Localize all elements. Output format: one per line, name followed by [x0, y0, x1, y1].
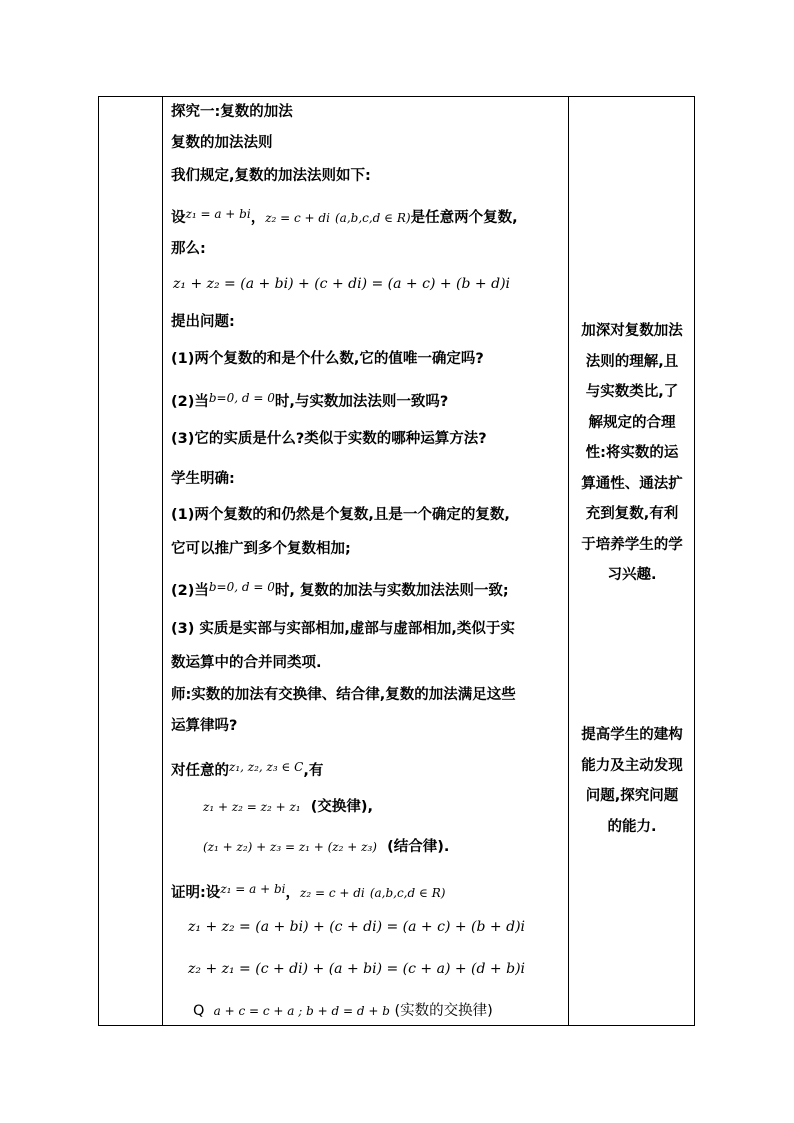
section-heading: 探究一:复数的加法 [171, 104, 293, 120]
answer-3-cont: 数运算中的合并同类项. [171, 655, 322, 671]
subheading: 复数的加法法则 [171, 135, 273, 151]
answer-3: (3) 实质是实部与实部相加,虚部与虚部相加,类似于实 [171, 621, 515, 637]
proof-line: 证明:设$^{z_1 = a + bi}$，z₂ = c + di (a,b,c,d ∈ R) [171, 882, 446, 901]
arbitrary-line: 对任意的$^{z_1, z_2, z_3 \in C}$,有 [171, 760, 324, 779]
therefore-glyph: Q [193, 1003, 205, 1019]
question-1: (1)两个复数的和是个什么数,它的值唯一确定吗? [171, 351, 484, 367]
text-line: 学生明确: [171, 471, 235, 487]
formula-condition: (a,b,c,d ∈ R) [335, 211, 411, 225]
side-note-2: 提高学生的建构 能力及主动发现 问题,探究问题 的能力. [581, 727, 683, 835]
answer-1: (1)两个复数的和仍然是个复数,且是一个确定的复数, [171, 507, 510, 523]
proof-sum-1: z₁ + z₂ = (a + bi) + (c + di) = (a + c) + (b + d)i [188, 919, 526, 935]
definition-line: 设$^{z_1 = a + bi}$，z₂ = c + di (a,b,c,d ∈ R)是任意两个复数, [171, 207, 518, 226]
question-3: (3)它的实质是什么?类似于实数的哪种运算方法? [171, 431, 487, 447]
column-divider-left [162, 97, 163, 1025]
text-line: 那么: [171, 241, 206, 257]
formula-z1: z₁ = a + bi [185, 207, 251, 221]
question-2: (2)当$^{b=0, d = 0}$时,与实数加法法则一致吗? [171, 391, 449, 410]
teacher-line-cont: 运算律吗? [171, 718, 238, 734]
formula-sum: z₁ + z₂ = (a + bi) + (c + di) = (a + c) + (b + d)i [173, 276, 511, 292]
proof-conclusion: Q a + c = c + a ; b + d = d + b (实数的交换律) [193, 1003, 493, 1019]
answer-2: (2)当$^{b=0, d = 0}$时, 复数的加法与实数加法法则一致; [171, 580, 509, 599]
answer-1-cont: 它可以推广到多个复数相加; [171, 541, 351, 557]
teacher-line: 师:实数的加法有交换律、结合律,复数的加法满足这些 [171, 687, 516, 703]
commutative-law: z₁ + z₂ = z₂ + z₁ (交换律), [203, 799, 373, 815]
associative-law: (z₁ + z₂) + z₃ = z₁ + (z₂ + z₃) (结合律). [203, 839, 450, 855]
text-line: 我们规定,复数的加法法则如下: [171, 168, 371, 184]
text-line: 提出问题: [171, 314, 235, 330]
column-divider-right [568, 97, 569, 1025]
formula-z2: z₂ = c + di [265, 211, 330, 225]
side-note-1: 加深对复数加法 法则的理解,且 与实数类比,了 解规定的合理 性:将实数的运 算通性、通法扩 充到复数,有利 于培养学生的学 习兴趣. [581, 323, 683, 583]
proof-sum-2: z₂ + z₁ = (c + di) + (a + bi) = (c + a) + (d + b)i [188, 961, 526, 977]
